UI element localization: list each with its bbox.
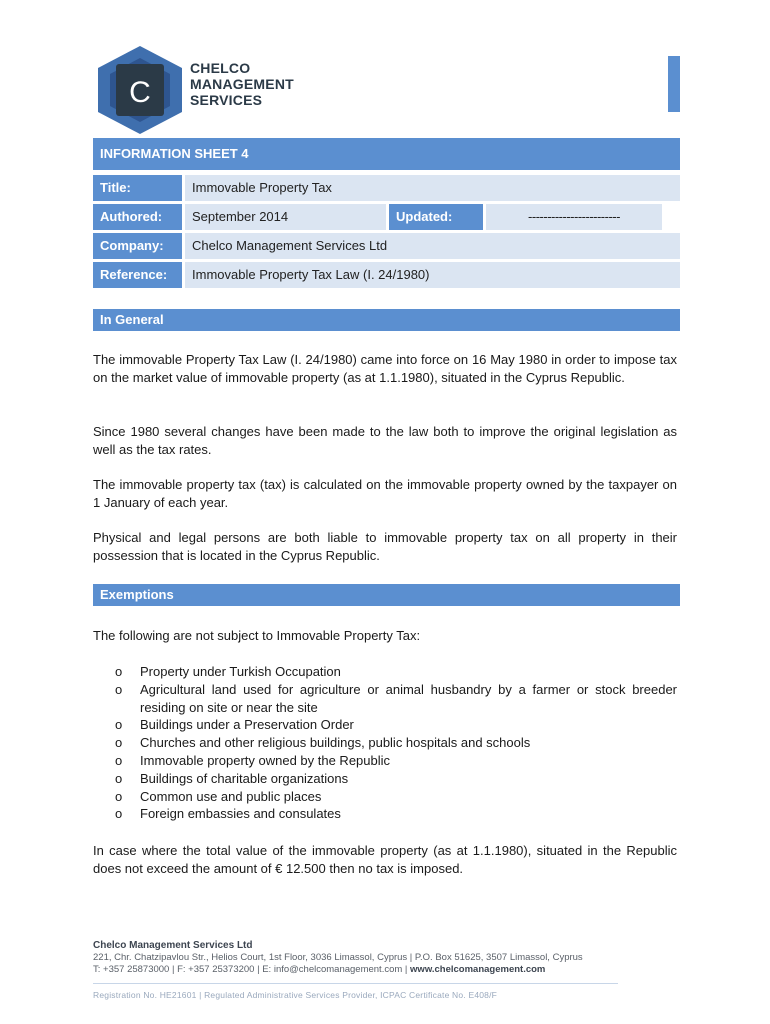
exemptions-intro: The following are not subject to Immovable Property Tax:	[93, 628, 421, 643]
list-item	[115, 788, 677, 806]
section-heading-general	[93, 309, 680, 331]
reference-row	[93, 262, 680, 288]
footer-address: 221, Chr. Chatzipavlou Str., Helios Court, 1st Floor, 3036 Limassol, Cyprus | P.O. Box 51625, 3507 Limassol, Cyprus	[93, 952, 583, 963]
logo-wordmark	[190, 60, 294, 108]
list-item-text: Churches and other religious buildings, public hospitals and schools	[140, 735, 531, 751]
list-item	[115, 716, 677, 734]
reference-value: Immovable Property Tax Law (I. 24/1980)	[185, 262, 680, 288]
section-heading-exemptions	[93, 584, 680, 606]
bullet-marker: o	[115, 717, 123, 733]
list-item	[115, 734, 677, 752]
list-item-text: Immovable property owned by the Republic	[140, 752, 391, 768]
updated-value: ------------------------	[486, 204, 662, 230]
general-paragraph-1: The immovable Property Tax Law (I. 24/1980) came into force on 16 May 1980 in order to impose tax on the market value of immovable property (as at 1.1.1980), situated in the Cyprus Republic.	[93, 352, 677, 385]
page-footer	[93, 940, 653, 976]
footer-registration: Registration No. HE21601 | Regulated Administrative Services Provider, ICPAC Certificate No. E408/F	[93, 990, 498, 1000]
bullet-marker: o	[115, 752, 123, 768]
logo-line-2: MANAGEMENT	[190, 76, 294, 92]
exemptions-list	[115, 663, 677, 823]
authored-row	[93, 204, 680, 230]
general-paragraph-2: Since 1980 several changes have been made to the law both to improve the original legislation as well as the tax rates.	[93, 424, 677, 457]
list-item	[115, 681, 677, 717]
bullet-marker: o	[115, 664, 123, 679]
updated-label: Updated:	[389, 204, 483, 230]
section-heading-exemptions-text: Exemptions	[100, 587, 174, 602]
logo-line-1: CHELCO	[190, 60, 251, 76]
list-item-text: Common use and public places	[140, 788, 322, 804]
company-label: Company:	[93, 233, 182, 259]
footer-divider	[93, 983, 618, 984]
list-item-text: Agricultural land used for agriculture or animal husbandry by a farmer or stock breeder residing on site or near the site	[140, 681, 677, 715]
title-row	[93, 175, 680, 201]
list-item	[115, 805, 677, 823]
reference-label: Reference:	[93, 262, 182, 288]
footer-contact: T: +357 25873000 | F: +357 25373200 | E: info@chelcomanagement.com |	[93, 964, 411, 975]
title-label: Title:	[93, 175, 182, 201]
list-item-text: Property under Turkish Occupation	[140, 664, 341, 679]
authored-label: Authored:	[93, 204, 182, 230]
bullet-marker: o	[115, 681, 123, 697]
company-row	[93, 233, 680, 259]
sheet-header: INFORMATION SHEET 4	[93, 138, 680, 170]
list-item	[115, 663, 677, 681]
list-item	[115, 770, 677, 788]
exemptions-closing: In case where the total value of the immovable property (as at 1.1.1980), situated in the Republic does not exceed the amount of € 12.500 then no tax is imposed.	[93, 843, 677, 876]
list-item-text: Buildings of charitable organizations	[140, 770, 349, 786]
logo-letter: C	[129, 76, 151, 109]
section-heading-general-text: In General	[100, 312, 164, 327]
decorative-side-bar	[668, 56, 680, 112]
bullet-marker: o	[115, 735, 123, 751]
logo-line-3: SERVICES	[190, 92, 263, 108]
footer-contact-line	[93, 964, 653, 976]
list-item-text: Buildings under a Preservation Order	[140, 717, 354, 733]
company-logo	[90, 44, 190, 134]
list-item-text: Foreign embassies and consulates	[140, 806, 341, 822]
footer-website-link[interactable]: www.chelcomanagement.com	[410, 964, 546, 975]
general-paragraph-3: The immovable property tax (tax) is calculated on the immovable property owned by the taxpayer on 1 January of each year.	[93, 477, 677, 510]
footer-company: Chelco Management Services Ltd	[93, 940, 253, 951]
general-paragraph-4: Physical and legal persons are both liable to immovable property tax on all property in their possession that is located in the Cyprus Republic.	[93, 530, 677, 563]
authored-value: September 2014	[185, 204, 386, 230]
bullet-marker: o	[115, 770, 123, 786]
title-value: Immovable Property Tax	[185, 175, 680, 201]
bullet-marker: o	[115, 788, 123, 804]
information-sheet-table	[93, 138, 680, 291]
company-value: Chelco Management Services Ltd	[185, 233, 680, 259]
list-item	[115, 752, 677, 770]
bullet-marker: o	[115, 806, 123, 822]
